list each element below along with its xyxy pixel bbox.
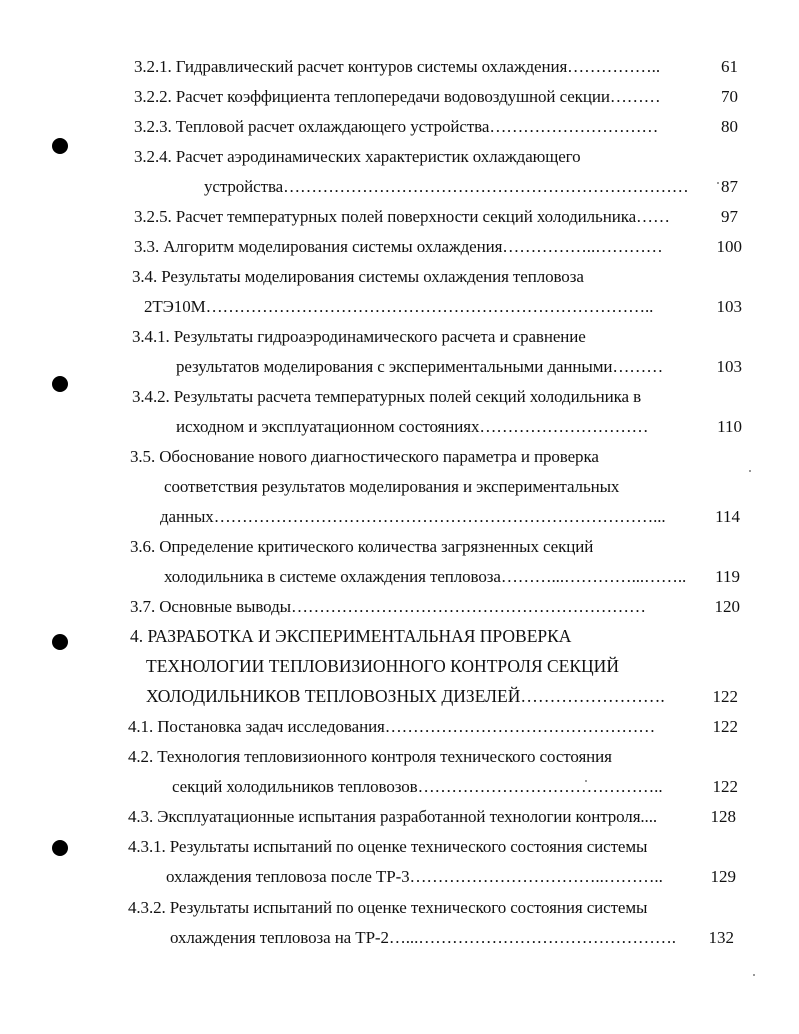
toc-page-number: 110: [717, 417, 742, 436]
toc-chapter-heading: ХОЛОДИЛЬНИКОВ ТЕПЛОВОЗНЫХ ДИЗЕЛЕЙ…………………….: [146, 686, 665, 706]
binder-hole: [52, 376, 68, 392]
toc-entry-text: 3.4. Результаты моделирования системы охлаждения тепловоза: [132, 267, 584, 286]
binder-hole: [52, 634, 68, 650]
toc-entry-text: 3.2.3. Тепловой расчет охлаждающего устройства…………………………: [134, 117, 659, 136]
toc-page-number: 119: [715, 567, 740, 586]
toc-entry-text: 3.4.2. Результаты расчета температурных полей секций холодильника в: [132, 387, 642, 406]
toc-page-number: 80: [721, 117, 738, 136]
toc-entry-text: 3.2.4. Расчет аэродинамических характеристик охлаждающего: [134, 147, 581, 166]
binder-hole: [52, 840, 68, 856]
toc-entry-text: секций холодильников тепловозов……………………………………..: [172, 777, 663, 796]
toc-chapter-heading: 4. РАЗРАБОТКА И ЭКСПЕРИМЕНТАЛЬНАЯ ПРОВЕРКА: [130, 626, 572, 646]
toc-page-number: 122: [712, 717, 738, 736]
toc-entry-text: результатов моделирования с экспериментальными данными………: [176, 357, 664, 376]
binder-hole: [52, 138, 68, 154]
toc-page-number: 100: [716, 237, 742, 256]
toc-page-number: 114: [715, 507, 740, 526]
toc-page-number: 122: [712, 777, 738, 796]
toc-entry-text: охлаждения тепловоза на ТР-2…...……………………………………….: [170, 928, 676, 947]
toc-page-number: 61: [721, 57, 738, 76]
toc-page-number: 70: [721, 87, 738, 106]
toc-entry-text: 3.6. Определение критического количества загрязненных секций: [130, 537, 594, 556]
toc-entry-text: 3.7. Основные выводы………………………………………………………: [130, 597, 646, 616]
toc-entry-text: 3.4.1. Результаты гидроаэродинамического расчета и сравнение: [132, 327, 586, 346]
toc-entry-text: 4.1. Постановка задач исследования…………………………………………: [128, 717, 656, 736]
toc-entry-text: 4.3. Эксплуатационные испытания разработанной технологии контроля....: [128, 807, 658, 826]
toc-page-number: 120: [714, 597, 740, 616]
toc-entry-text: данных……………………………………………………………………...: [160, 507, 666, 526]
toc-chapter-heading: ТЕХНОЛОГИИ ТЕПЛОВИЗИОННОГО КОНТРОЛЯ СЕКЦИЙ: [146, 656, 619, 676]
toc-entry-text: 3.2.1. Гидравлический расчет контуров системы охлаждения……………..: [134, 57, 660, 76]
toc-entry-text: 3.5. Обоснование нового диагностического параметра и проверка: [130, 447, 599, 466]
toc-page-number: 128: [710, 807, 736, 826]
toc-page-number: 122: [712, 687, 738, 706]
toc-entry-text: 3.2.5. Расчет температурных полей поверхности секций холодильника……: [134, 207, 670, 226]
toc-entry-text: 4.3.2. Результаты испытаний по оценке технического состояния системы: [128, 898, 648, 917]
toc-entry-text: 4.3.1. Результаты испытаний по оценке технического состояния системы: [128, 837, 648, 856]
toc-entry-text: устройства………………………………………………………………: [204, 177, 689, 196]
toc-entry-text: соответствия результатов моделирования и экспериментальных: [164, 477, 620, 496]
toc-entry-text: 3.3. Алгоритм моделирования системы охлаждения……………..…………: [134, 237, 663, 256]
toc-entry-text: 2ТЭ10М……………………………………………………………………..: [144, 297, 654, 316]
toc-page-number: 129: [710, 867, 736, 886]
toc-page-number: 87: [721, 177, 738, 196]
toc-entry-text: 4.2. Технология тепловизионного контроля технического состояния: [128, 747, 612, 766]
toc-entry-text: 3.2.2. Расчет коэффициента теплопередачи водовоздушной секции………: [134, 87, 661, 106]
toc-page-number: 103: [716, 357, 742, 376]
toc-entry-text: холодильника в системе охлаждения тепловоза………...…………...……..: [164, 567, 687, 586]
toc-page-number: 97: [721, 207, 738, 226]
toc-entry-text: исходном и эксплуатационном состояниях…………………………: [176, 417, 649, 436]
toc-page-number: 132: [708, 928, 734, 947]
toc-page-number: 103: [716, 297, 742, 316]
toc-entry-text: охлаждения тепловоза после ТР-3……………………………..………..: [166, 867, 663, 886]
